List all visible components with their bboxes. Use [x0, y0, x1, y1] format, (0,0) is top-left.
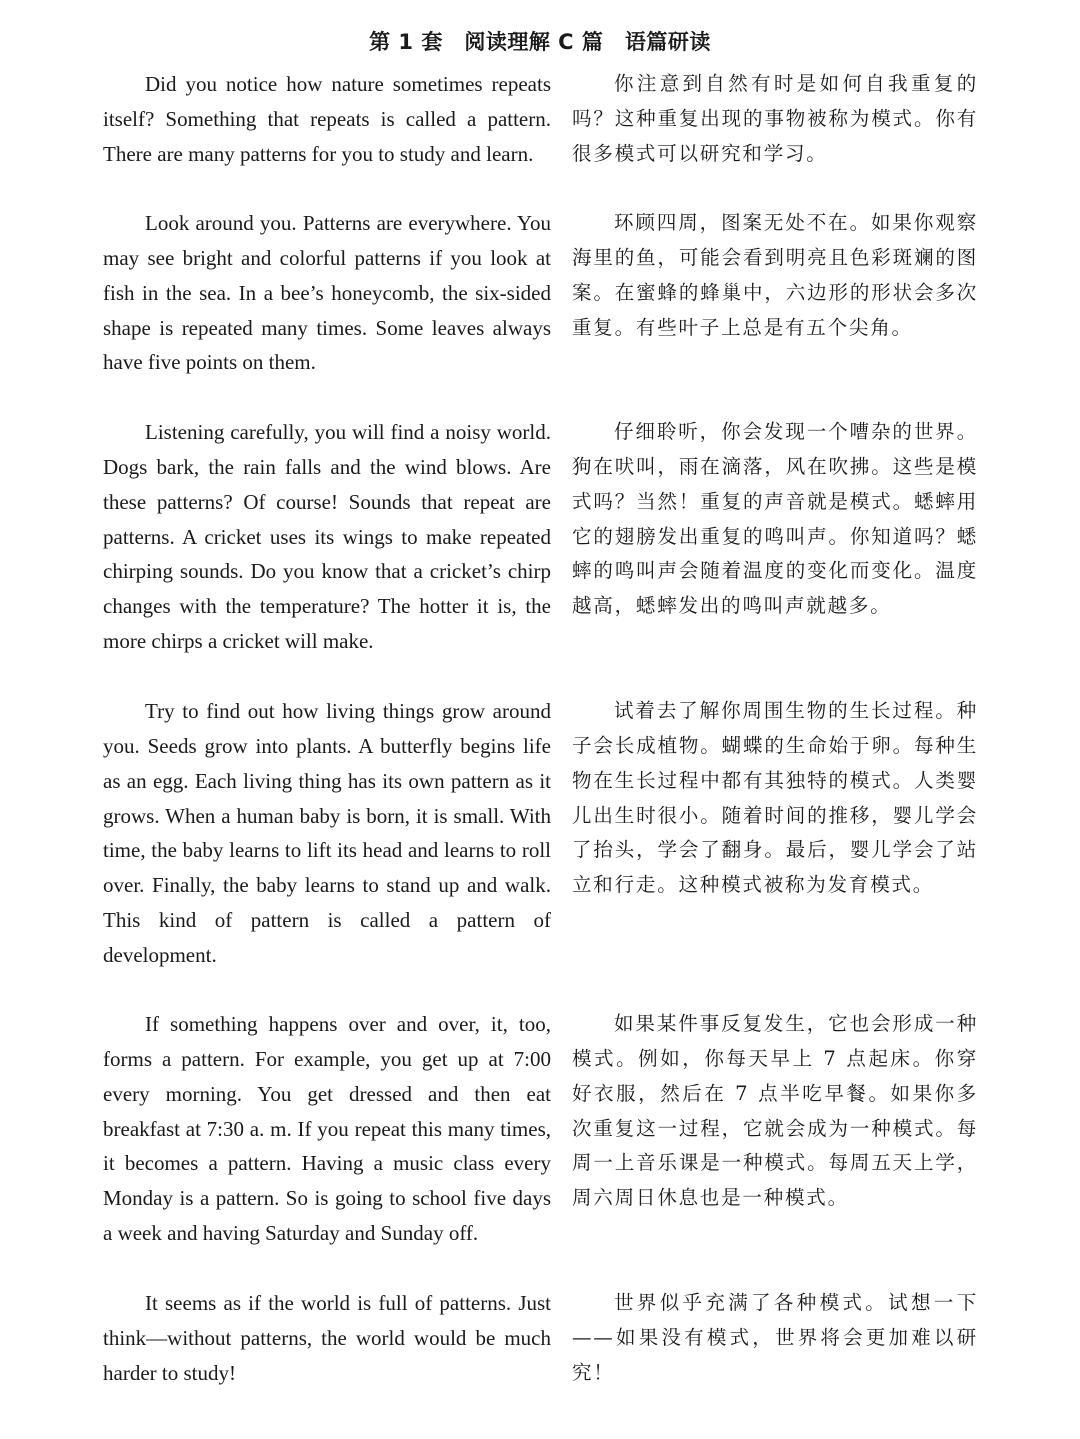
- english-paragraph-5: If something happens over and over, it, too, forms a pattern. For example, you get up at 7:00 every morning. You get dressed and then eat breakfast at 7:30 a. m. If you repeat this many times, it becomes a pattern. Having a music class every Monday is a pattern. So is going to school five days a week and having Saturday and Sunday off.: [103, 1012, 551, 1246]
- page-title: 第 1 套 阅读理解 C 篇 语篇研读: [369, 30, 711, 54]
- english-paragraph-1: Did you notice how nature sometimes repeats itself? Something that repeats is called a pattern. There are many patterns for you to study and learn.: [103, 72, 551, 166]
- english-paragraph-2: Look around you. Patterns are everywhere. You may see bright and colorful patterns if you look at fish in the sea. In a bee’s honeycomb, the six-sided shape is repeated many times. Some leaves always have five points on them.: [103, 211, 551, 375]
- chinese-paragraph-4: 试着去了解你周围生物的生长过程。种子会长成植物。蝴蝶的生命始于卵。每种生物在生长过程中都有其独特的模式。人类婴儿出生时很小。随着时间的推移，婴儿学会了抬头，学会了翻身。最后，婴儿学会了站立和行走。这种模式被称为发育模式。: [572, 699, 978, 897]
- chinese-paragraph-6: 世界似乎充满了各种模式。试想一下——如果没有模式，世界将会更加难以研究！: [572, 1291, 978, 1384]
- chinese-paragraph-2: 环顾四周，图案无处不在。如果你观察海里的鱼，可能会看到明亮且色彩斑斓的图案。在蜜蜂的蜂巢中，六边形的形状会多次重复。有些叶子上总是有五个尖角。: [572, 211, 978, 339]
- english-paragraph-6: It seems as if the world is full of patterns. Just think—without patterns, the world would be much harder to study!: [103, 1291, 551, 1385]
- english-paragraph-4: Try to find out how living things grow around you. Seeds grow into plants. A butterfly begins life as an egg. Each living thing has its own pattern as it grows. When a human baby is born, it is small. With time, the baby learns to lift its head and learns to roll over. Finally, the baby learns to stand up and walk. This kind of pattern is called a pattern of development.: [103, 699, 551, 967]
- english-paragraph-3: Listening carefully, you will find a noisy world. Dogs bark, the rain falls and the wind blows. Are these patterns? Of course! Sounds that repeat are patterns. A cricket uses its wings to make repeated chirping sounds. Do you know that a cricket’s chirp changes with the temperature? The hotter it is, the more chirps a cricket will make.: [103, 420, 551, 654]
- chinese-paragraph-3: 仔细聆听，你会发现一个嘈杂的世界。狗在吠叫，雨在滴落，风在吹拂。这些是模式吗？当然！重复的声音就是模式。蟋蟀用它的翅膀发出重复的鸣叫声。你知道吗？蟋蟀的鸣叫声会随着温度的变化而变化。温度越高，蟋蟀发出的鸣叫声就越多。: [572, 420, 978, 618]
- chinese-paragraph-5: 如果某件事反复发生，它也会形成一种模式。例如，你每天早上 7 点起床。你穿好衣服，然后在 7 点半吃早餐。如果你多次重复这一过程，它就会成为一种模式。每周一上音乐课是一种模式。每周五天上学，周六周日休息也是一种模式。: [572, 1012, 978, 1210]
- chinese-paragraph-1: 你注意到自然有时是如何自我重复的吗？这种重复出现的事物被称为模式。你有很多模式可以研究和学习。: [572, 72, 978, 165]
